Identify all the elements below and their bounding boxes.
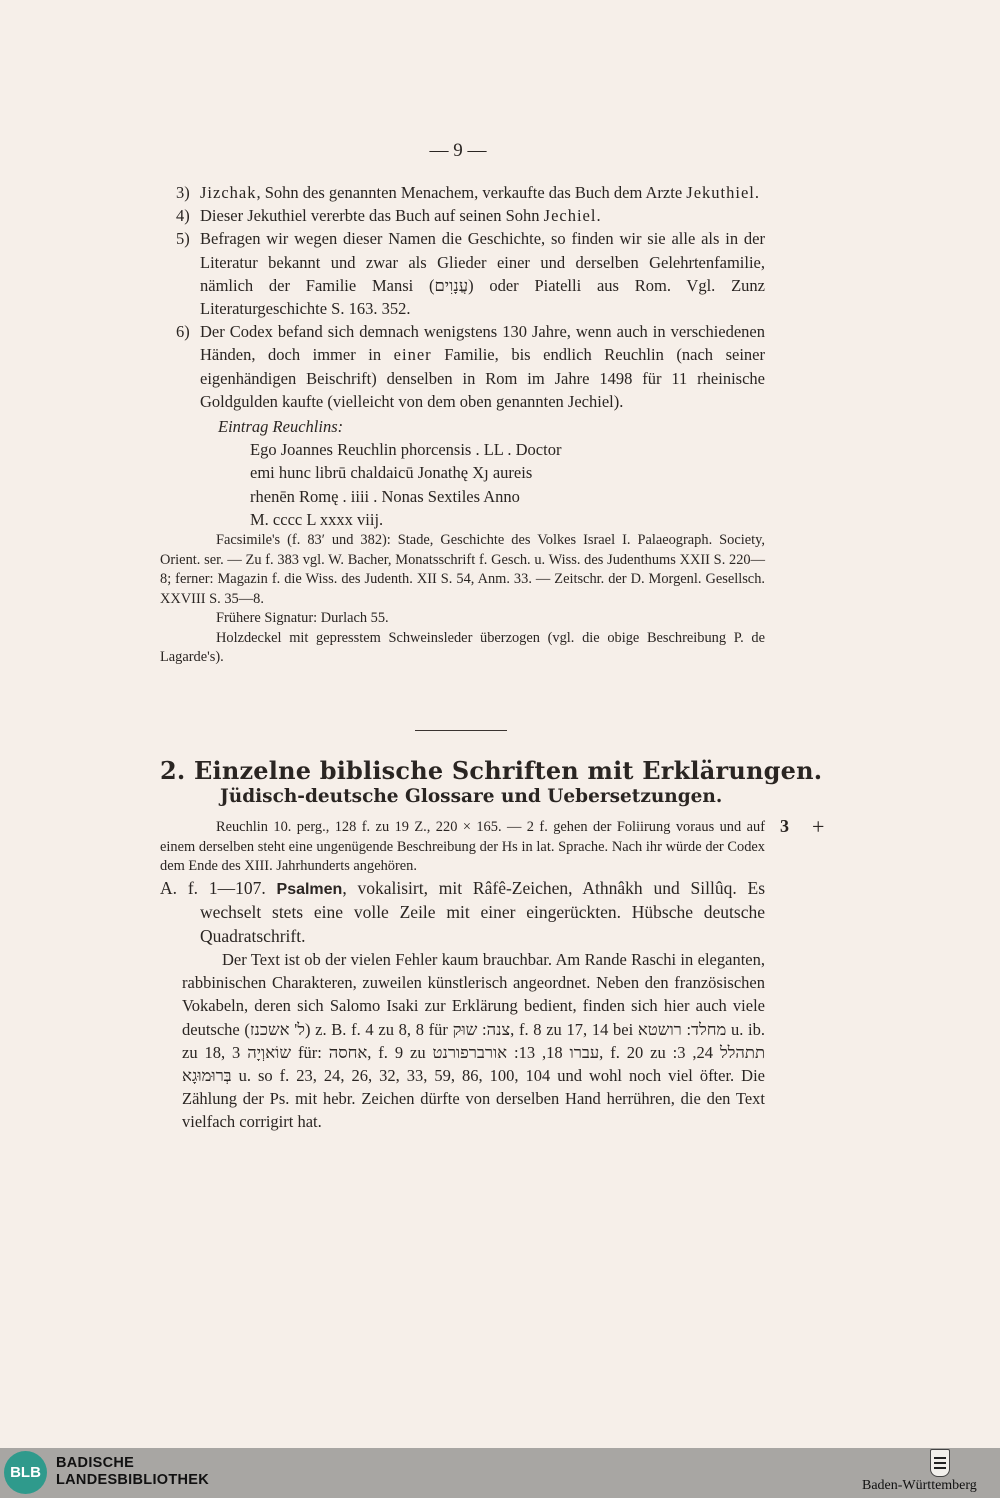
blb-logo[interactable]: BLB: [4, 1451, 47, 1494]
list-item: 3) Jizchak, Sohn des genannten Menachem, verkaufte das Buch dem Arzte Jekuthiel.: [176, 183, 759, 202]
state-name: Baden-Württemberg: [862, 1478, 977, 1493]
signature-note: Frühere Signatur: Durlach 55.: [216, 610, 389, 627]
coat-of-arms-icon: [930, 1449, 950, 1477]
entry-line: emi hunc librū chaldaicū Jonathę Xȷ aureis: [250, 463, 533, 483]
list-item: 6) Der Codex befand sich demnach wenigstens 130 Jahre, wenn auch in verschiedenen Händen, doch immer in einer Familie, bis endlich Reuchlin (nach seiner eigenhändigen Beischrift) denselben in Rom im Jahre 1498 für 11 rheinische Goldgulden kaufte (vielleicht von dem oben genannten Jechiel).: [176, 322, 765, 411]
section-subtitle: Jüdisch-deutsche Glossare und Uebersetzungen.: [220, 786, 723, 807]
shelf-number: 3: [780, 816, 789, 836]
entry-line: Ego Joannes Reuchlin phorcensis . LL . Doctor: [250, 440, 562, 460]
footer-bar: [0, 1448, 1000, 1498]
shelf-mark: +: [812, 814, 825, 839]
codex-description: Reuchlin 10. perg., 128 f. zu 19 Z., 220 × 165. — 2 f. gehen der Foliirung voraus und auf einem derselben steht eine ungenügende Beschreibung der Hs in lat. Sprache. Nach ihr würde der Codex dem Ende des XIII. Jahrhunderts angehören.: [160, 819, 765, 874]
section-body: [160, 818, 765, 1134]
divider: [415, 730, 507, 731]
entry-line: rhenēn Romę . iiii . Nonas Sextiles Anno: [250, 486, 520, 506]
section-title: 2. Einzelne biblische Schriften mit Erklärungen.: [160, 756, 823, 785]
list-item: 5) Befragen wir wegen dieser Namen die Geschichte, so finden wir sie alle als in der Literatur bekannt und zwar als Glieder einer und derselben Gelehrtenfamilie, nämlich der Familie Mansi (עֲנָוִים) oder Piatelli aus Rom. Vgl. Zunz Literaturgeschichte S. 163. 352.: [176, 229, 765, 319]
list-item: 4) Dieser Jekuthiel vererbte das Buch auf seinen Sohn Jechiel.: [176, 206, 601, 226]
entry-line: M. cccc L xxxx viij.: [250, 509, 384, 529]
psalms-entry: A. f. 1—107. Psalmen, vokalisirt, mit Râfê-Zeichen, Athnâkh und Sillûq. Es wechselt stets eine volle Zeile mit einer eingerückten. Hübsche deutsche Quadratschrift.: [160, 877, 765, 946]
library-name[interactable]: BADISCHE LANDESBIBLIOTHEK: [56, 1455, 210, 1488]
binding-note: Holzdeckel mit gepresstem Schweinsleder überzogen (vgl. die obige Beschreibung P. de Lagarde's).: [160, 629, 765, 666]
page-number: — 9 —: [429, 140, 487, 161]
facsimile-note: Facsimile's (f. 83′ und 382): Stade, Geschichte des Volkes Israel I. Palaeograph. Society, Orient. ser. — Zu f. 383 vgl. W. Bacher, Monatsschrift f. Gesch. u. Wiss. des Judenthums XXII S. 220—8; ferner: Magazin f. die Wiss. des Judenth. XII S. 54, Anm. 33. — Zeitschr. der D. Morgenl. Gesellsch. XXVIII S. 35—8.: [160, 532, 765, 607]
entry-heading: Eintrag Reuchlins:: [218, 417, 344, 437]
commentary-paragraph: Der Text ist ob der vielen Fehler kaum brauchbar. Am Rande Raschi in eleganten, rabbinischen Charakteren, zuweilen künstlerisch angeordnet. Neben den französischen Vokabeln, deren sich Salomo Isaki zur Erklärung bedient, finden sich hier auch viele deutsche (ל' אשכנז) z. B. f. 4 zu 8, 8 für צנה: שוּק, f. 8 zu 17, 14 bei מחלד: רושטא u. ib. zu 18, 3 שוֹאוְיָה für: אחסה, f. 9 zu עברו 18, 13: אורברפורנט, f. 20 zu תתהלל 24, 3: בְּרוּמוּגָא u. so f. 23, 24, 26, 32, 33, 59, 86, 100, 104 und wohl noch viel öfter. Die Zählung der Ps. mit hebr. Zeichen dürfte von derselben Hand herrühren, die den Text vielfach corrigirt hat.: [182, 950, 766, 1132]
provenance-list: [160, 181, 765, 668]
